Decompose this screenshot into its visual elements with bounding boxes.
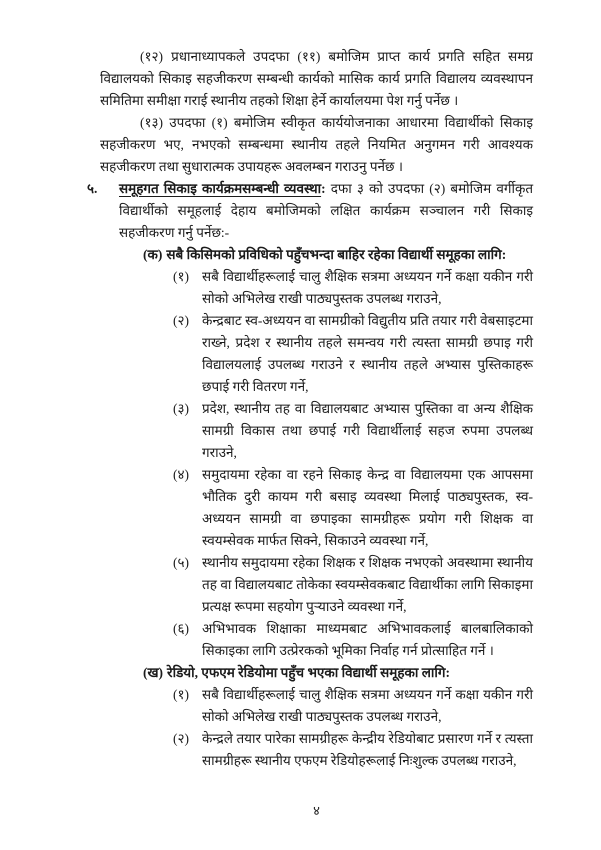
section-5 xyxy=(87,178,534,244)
item-text: केन्द्रबाट स्व-अध्ययन वा सामग्रीको विद्युतीय प्रति तयार गरी वेबसाइटमा राख्ने, प्रदेश र स्थानीय तहले समन्वय गरी त्यस्ता सामग्री छपाइ गरी विद्यालयलाई उपलब्ध गराउने र स्थानीय तहले अभ्यास पुस्तिकाहरू छपाई गरी वितरण गर्ने, xyxy=(202,313,533,394)
item-text: सबै विद्यार्थीहरूलाई चालु शैक्षिक सत्रमा अध्ययन गर्ने कक्षा यकीन गरी सोको अभिलेख राखी पाठ्यपुस्तक उपलब्ध गराउने, xyxy=(202,687,533,724)
section-5-title: समूहगत सिकाइ कार्यक्रमसम्बन्धी व्यवस्था xyxy=(119,181,322,196)
section-5-groups xyxy=(100,244,533,772)
list-item xyxy=(143,552,533,618)
list-item xyxy=(143,684,533,728)
item-number: (४) xyxy=(173,467,190,482)
group-kha-heading-text: रेडियो, एफएम रेडियोमा पहुँच भएका विद्यार्थी समूहका लागि: xyxy=(167,665,450,680)
item-number: (१) xyxy=(173,687,190,702)
list-item xyxy=(143,310,533,398)
group-ka-marker: (क) xyxy=(143,247,163,262)
section-5-paragraph xyxy=(119,178,533,244)
list-item xyxy=(143,464,533,552)
item-text: स्थानीय समुदायमा रहेका शिक्षक र शिक्षक नभएको अवस्थामा स्थानीय तह वा विद्यालयबाट तोकेका स्वयम्सेवकबाट विद्यार्थीका लागि सिकाइमा प्रत्यक्ष रूपमा सहयोग पुऱ्याउने व्यवस्था गर्ने, xyxy=(202,555,533,614)
page-number: ४ xyxy=(313,803,320,818)
group-ka-heading xyxy=(143,244,533,266)
clause-13-paragraph: (१३) उपदफा (१) बमोजिम स्वीकृत कार्ययोजनाका आधारमा विद्यार्थीको सिकाइ सहजीकरण भए, नभएको सम्बन्धमा स्थानीय तहले नियमित अनुगमन गरी आवश्यक सहजीकरण तथा सुधारात्मक उपायहरू अवलम्बन गराउनु पर्नेछ । xyxy=(100,115,533,174)
group-ka-heading-text: सबै किसिमको प्रविधिको पहुँचभन्दा बाहिर रहेका विद्यार्थी समूहका लागि: xyxy=(166,247,507,262)
section-5-title-colon: : xyxy=(321,181,326,196)
list-item xyxy=(143,728,533,772)
section-5-number: ५. xyxy=(87,181,98,196)
section-5-intro: दफा ३ को उपदफा (२) बमोजिम वर्गीकृत विद्यार्थीको समूहलाई देहाय बमोजिमको लक्षित कार्यक्रम सञ्चालन गरी सिकाइ सहजीकरण गर्नु पर्नेछ:- xyxy=(119,181,534,240)
clause-12-paragraph: (१२) प्रधानाध्यापकले उपदफा (११) बमोजिम प्राप्त कार्य प्रगति सहित समग्र विद्यालयको सिकाइ सहजीकरण सम्बन्धी कार्यको मासिक कार्य प्रगति विद्यालय व्यवस्थापन समितिमा समीक्षा गराई स्थानीय तहको शिक्षा हेर्ने कार्यालयमा पेश गर्नु पर्नेछ । xyxy=(100,49,533,108)
item-text: समुदायमा रहेका वा रहने सिकाइ केन्द्र वा विद्यालयमा एक आपसमा भौतिक दुरी कायम गरी बसाइ व्यवस्था मिलाई पाठ्यपुस्तक, स्व-अध्ययन सामग्री वा छपाइका सामग्रीहरू प्रयोग गरी शिक्षक वा स्वयम्सेवक मार्फत सिक्ने, सिकाउने व्यवस्था गर्ने, xyxy=(202,467,533,548)
page-content xyxy=(87,46,534,772)
item-number: (५) xyxy=(173,555,190,570)
group-kha-heading xyxy=(143,662,533,684)
item-number: (१) xyxy=(173,269,190,284)
item-text: अभिभावक शिक्षाका माध्यमबाट अभिभावकलाई बालबालिकाको सिकाइका लागि उत्प्रेरकको भूमिका निर्वाह गर्न प्रोत्साहित गर्ने । xyxy=(202,621,533,658)
item-number: (३) xyxy=(173,401,190,416)
list-item xyxy=(143,618,533,662)
group-kha-marker: (ख) xyxy=(143,665,164,680)
item-text: केन्द्रले तयार पारेका सामग्रीहरू केन्द्रीय रेडियोबाट प्रसारण गर्ने र त्यस्ता सामग्रीहरू स्थानीय एफएम रेडियोहरूलाई निःशुल्क उपलब्ध गराउने, xyxy=(202,731,533,768)
item-number: (२) xyxy=(173,731,190,746)
item-number: (६) xyxy=(173,621,190,636)
list-item xyxy=(143,398,533,464)
item-text: प्रदेश, स्थानीय तह वा विद्यालयबाट अभ्यास पुस्तिका वा अन्य शैक्षिक सामग्री विकास तथा छपाई गरी विद्यार्थीलाई सहज रुपमा उपलब्ध गराउने, xyxy=(202,401,533,460)
item-number: (२) xyxy=(173,313,190,328)
list-item xyxy=(143,266,533,310)
item-text: सबै विद्यार्थीहरूलाई चालु शैक्षिक सत्रमा अध्ययन गर्ने कक्षा यकीन गरी सोको अभिलेख राखी पाठ्यपुस्तक उपलब्ध गराउने, xyxy=(202,269,533,306)
